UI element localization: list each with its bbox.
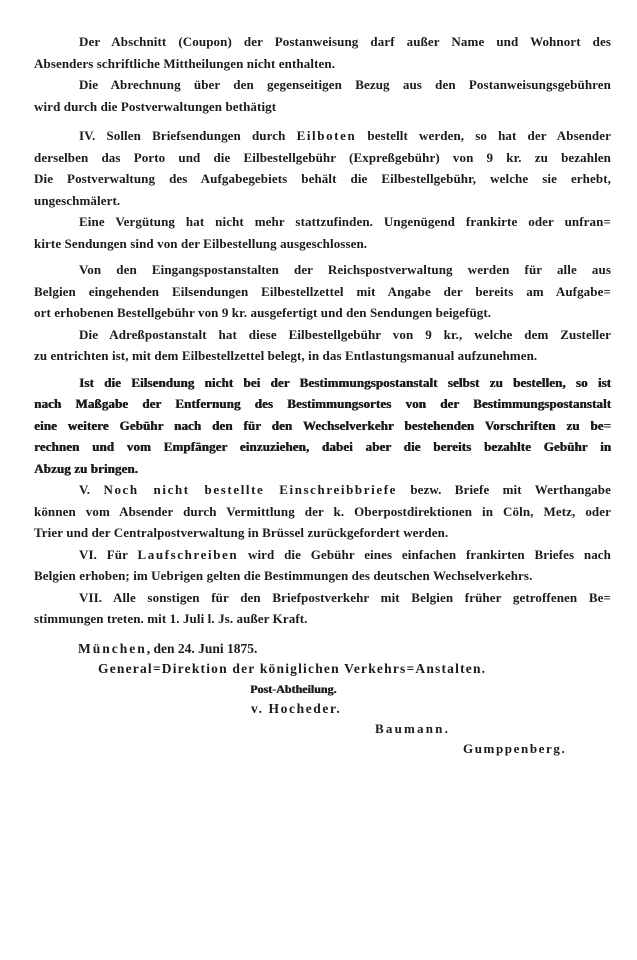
signer-baumann: Baumann.: [375, 720, 451, 736]
emphasized-text-line: nach Maßgabe der Entfernung des Bestimmungsortes von der Bestimmungspostanstalt: [34, 396, 611, 411]
text-segment: IV. Sollen Briefsendungen durch: [79, 128, 297, 143]
text-line: Die Adreßpostanstalt hat diese Eilbestellgebühr von 9 kr., welche dem Zusteller: [79, 326, 611, 342]
text-line: ort erhobenen Bestellgebühr von 9 kr. ausgefertigt und den Sendungen beigefügt.: [34, 305, 492, 320]
signer-gumppenberg: Gumppenberg.: [463, 740, 567, 756]
emphasized-text-line: eine weitere Gebühr nach den für den Wechselverkehr bestehenden Vorschriften zu be=: [34, 417, 611, 433]
signature-block: [34, 639, 611, 759]
text-line: derselben das Porto und die Eilbestellgebühr (Expreßgebühr) von 9 kr. zu bezahlen: [34, 149, 611, 165]
text-line: Von den Eingangspostanstalten der Reichspostverwaltung werden für alle aus: [79, 262, 611, 277]
spaced-text-segment: Eilboten: [296, 128, 357, 143]
text-segment: VI. Für: [79, 546, 138, 562]
text-line-section-v: [34, 479, 611, 501]
text-line: Belgien eingehenden Eilsendungen Eilbestellzettel mit Angabe der bereits am Aufgabe=: [34, 283, 611, 299]
text-line: Eine Vergütung hat nicht mehr stattzufinden. Ungenügend frankirte oder unfran=: [79, 214, 611, 229]
text-line-section-vii: VII. Alle sonstigen für den Briefpostverkehr mit Belgien früher getroffenen Be=: [79, 589, 611, 605]
text-line-section-iv: [34, 125, 611, 147]
authority-line: General=Direktion der königlichen Verkehrs=Anstalten.: [98, 660, 487, 676]
date-text: , den 24. Juni 1875.: [146, 640, 258, 656]
document-body: [34, 31, 611, 759]
main-text-block: [34, 31, 611, 630]
text-line: wird durch die Postverwaltungen bethätigt: [34, 98, 277, 114]
text-line: kirte Sendungen sind von der Eilbestellung ausgeschlossen.: [34, 235, 368, 251]
text-line: können vom Absender durch Vermittlung der k. Oberpostdirektionen in Cöln, Metz, oder: [34, 503, 611, 519]
date-line: [34, 639, 611, 659]
text-line: Die Postverwaltung des Aufgabegebiets behält die Eilbestellgebühr, welche sie erhebt,: [34, 171, 611, 186]
spaced-text-segment: Noch nicht bestellte Einschreibbriefe: [103, 482, 398, 497]
text-segment: bezw. Briefe mit Werthangabe: [397, 482, 611, 497]
text-line: Absenders schriftliche Mittheilungen nicht enthalten.: [34, 55, 336, 71]
city-name: München: [78, 640, 147, 656]
text-line: Die Abrechnung über den gegenseitigen Bezug aus den Postanweisungsgebühren: [79, 77, 611, 92]
text-line: Der Abschnitt (Coupon) der Postanweisung darf außer Name und Wohnort des: [79, 34, 611, 49]
department-line: Post-Abtheilung.: [250, 681, 337, 696]
emphasized-text-line: Ist die Eilsendung nicht bei der Bestimmungspostanstalt selbst zu bestellen, so ist: [79, 374, 611, 390]
text-segment: wird die Gebühr eines einfachen frankirten Briefes nach: [238, 546, 611, 562]
signer-hocheder: v. Hocheder.: [251, 700, 342, 716]
text-line: ungeschmälert.: [34, 192, 121, 208]
text-line-section-vi: [34, 544, 611, 566]
text-line: Belgien erhoben; im Uebrigen gelten die Bestimmungen des deutschen Wechselverkehrs.: [34, 568, 533, 583]
text-line: stimmungen treten. mit 1. Juli l. Js. außer Kraft.: [34, 611, 308, 626]
text-line: zu entrichten ist, mit dem Eilbestellzettel belegt, in das Entlastungsmanual aufzunehmen.: [34, 348, 538, 363]
text-line: Trier und der Centralpostverwaltung in Brüssel zurückgefordert werden.: [34, 525, 449, 540]
text-segment: V.: [79, 482, 104, 497]
spaced-text-segment: Laufschreiben: [137, 546, 239, 562]
emphasized-text-line: rechnen und vom Empfänger einzuziehen, dabei aber die bereits bezahlte Gebühr in: [34, 439, 611, 454]
text-segment: bestellt werden, so hat der Absender: [356, 128, 612, 143]
emphasized-text-line: Abzug zu bringen.: [34, 460, 138, 476]
